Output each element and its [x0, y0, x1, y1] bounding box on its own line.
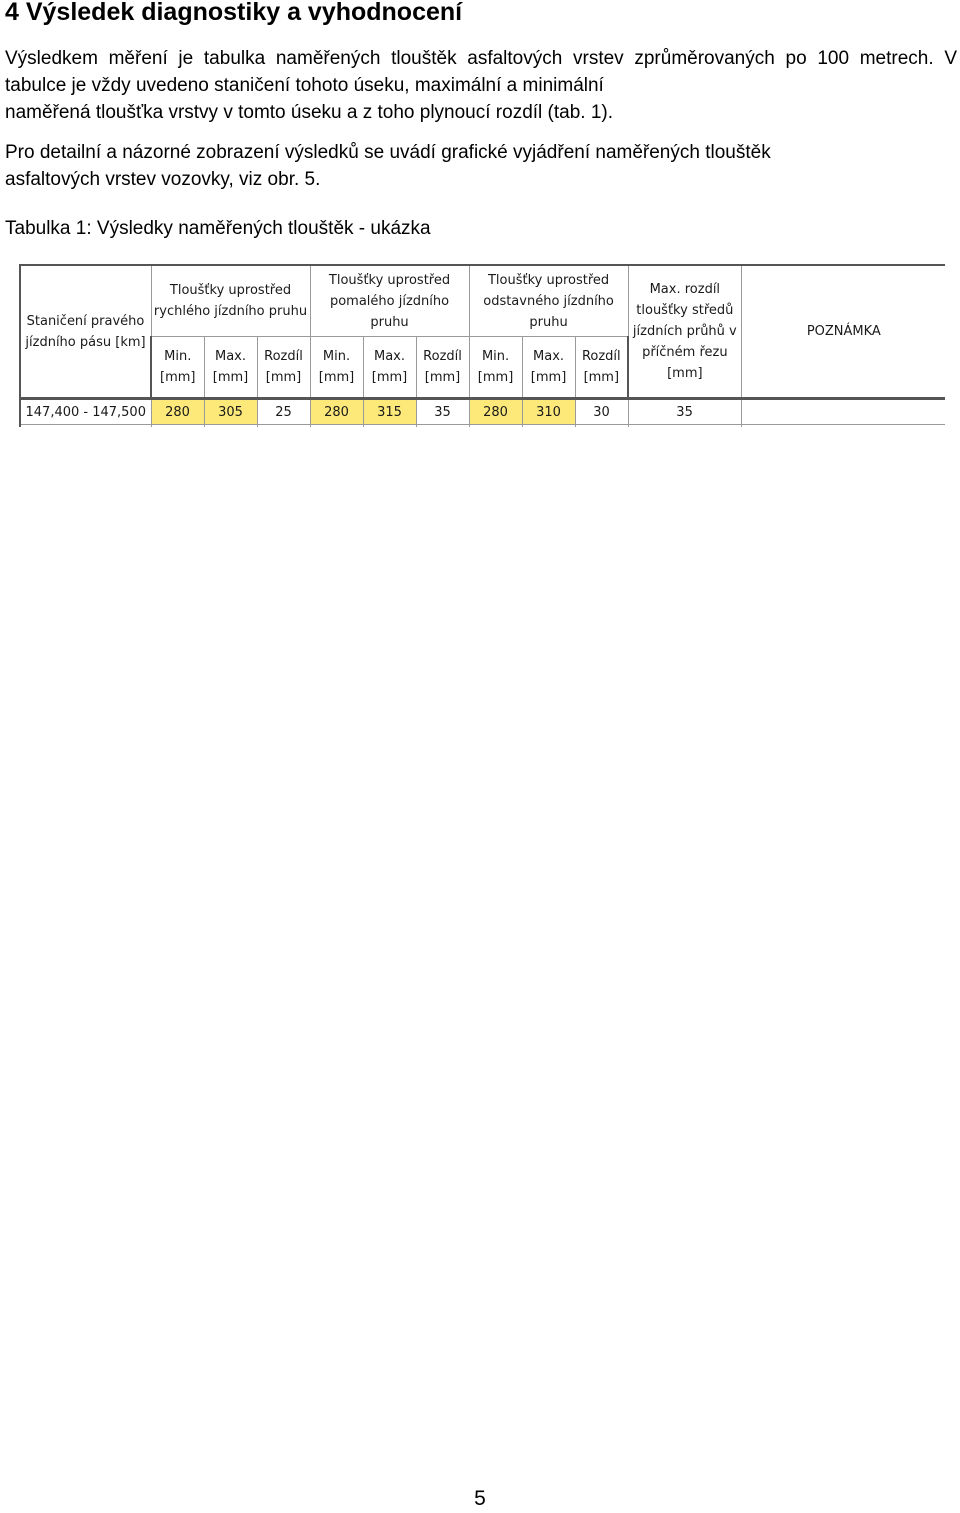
- results-table: [19, 264, 945, 427]
- results-table-image: [19, 264, 945, 427]
- cell-note: [741, 399, 945, 425]
- paragraph-results-body: Výsledkem měření je tabulka naměřených tlouštěk asfaltových vrstev zprůměrovaných po 100 metrech. V tabulce je vždy uvedeno staničení tohoto úseku, maximální a minimální: [5, 48, 957, 96]
- subheader-difference: Rozdíl [mm]: [575, 337, 628, 399]
- cell-station: 147,400 - 147,500: [20, 399, 151, 425]
- subheader-difference: Rozdíl [mm]: [257, 337, 310, 399]
- header-station: Staničení pravého jízdního pásu [km]: [20, 265, 151, 399]
- header-stopping-lane: Tloušťky uprostřed odstavného jízdního pruhu: [469, 265, 628, 337]
- cell-slow-min: 280: [310, 399, 363, 425]
- subheader-min: Min. [mm]: [469, 337, 522, 399]
- cell-slow-max: 315: [363, 399, 416, 425]
- cell-fast-max: 305: [204, 399, 257, 425]
- paragraph-results-last-line: naměřená tloušťka vrstvy v tomto úseku a z toho plynoucí rozdíl (tab. 1).: [5, 102, 614, 123]
- cell-fast-min: 280: [151, 399, 204, 425]
- subheader-max: Max. [mm]: [522, 337, 575, 399]
- header-max-difference: Max. rozdíl tloušťky středů jízdních průhů v příčném řezu [mm]: [628, 265, 741, 399]
- cell-stop-diff: 30: [575, 399, 628, 425]
- section-heading: 4 Výsledek diagnostiky a vyhodnocení: [5, 0, 463, 26]
- cell-stop-max: 310: [522, 399, 575, 425]
- cell-fast-diff: 25: [257, 399, 310, 425]
- cell-max-difference: 35: [628, 399, 741, 425]
- table-row: [20, 399, 945, 425]
- header-slow-lane: Tloušťky uprostřed pomalého jízdního pruhu: [310, 265, 469, 337]
- cell-stop-min: 280: [469, 399, 522, 425]
- cell-slow-diff: 35: [416, 399, 469, 425]
- paragraph-graphics: [5, 139, 957, 193]
- subheader-min: Min. [mm]: [151, 337, 204, 399]
- subheader-difference: Rozdíl [mm]: [416, 337, 469, 399]
- table-row-continuation: [20, 425, 945, 428]
- subheader-min: Min. [mm]: [310, 337, 363, 399]
- subheader-max: Max. [mm]: [204, 337, 257, 399]
- table-caption: Tabulka 1: Výsledky naměřených tlouštěk - ukázka: [5, 218, 431, 239]
- subheader-max: Max. [mm]: [363, 337, 416, 399]
- header-note: POZNÁMKA: [741, 265, 945, 399]
- paragraph-graphics-last-line: asfaltových vrstev vozovky, viz obr. 5.: [5, 169, 321, 190]
- page-number: 5: [474, 1487, 486, 1510]
- paragraph-results: [5, 45, 957, 126]
- header-fast-lane: Tloušťky uprostřed rychlého jízdního pruhu: [151, 265, 310, 337]
- paragraph-graphics-body: Pro detailní a názorné zobrazení výsledků se uvádí grafické vyjádření naměřených tlouštěk: [5, 142, 771, 163]
